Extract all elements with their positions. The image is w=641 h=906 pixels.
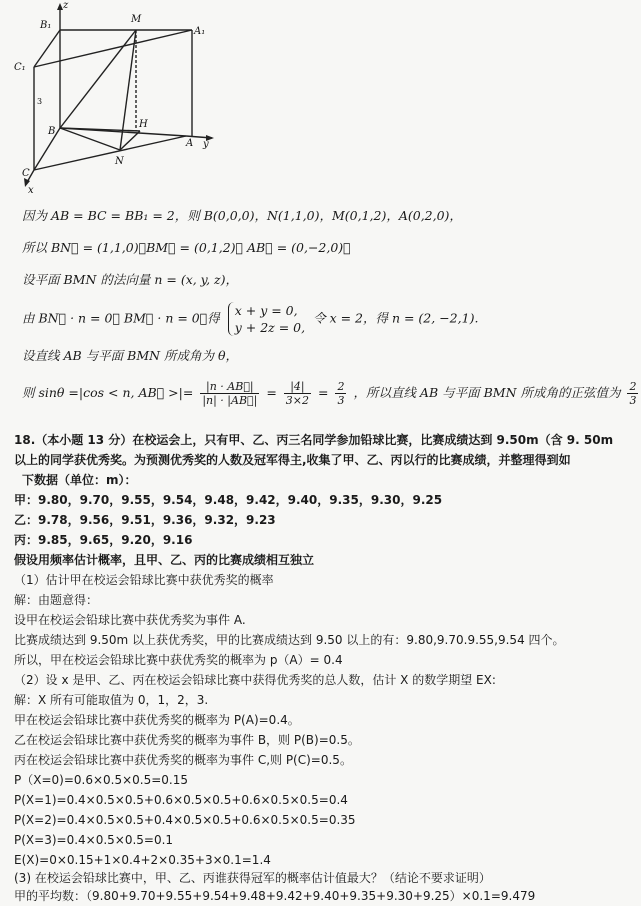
equals-sign: = <box>318 385 329 400</box>
expectation: E(X)=0×0.15+1×0.4+2×0.35+3×0.1=1.4 <box>14 853 271 867</box>
line-normal-vector: 设平面 BMN 的法向量 n = (x, y, z)， <box>22 272 238 287</box>
fraction-numerator: |n · AB⃗| <box>200 380 259 394</box>
px2: P(X=2)=0.4×0.5×0.5+0.4×0.5×0.5+0.6×0.5×0.5=0.35 <box>14 813 356 827</box>
prism-figure <box>0 0 230 195</box>
problem-18-line2: 以上的同学获优秀奖。为预测优秀奖的人数及冠军得主,收集了甲、乙、丙以行的比赛成绩，并整理得到如 <box>14 453 571 467</box>
label-a: A <box>186 138 194 149</box>
problem-18-line3: 下数据（单位：m）： <box>22 473 137 487</box>
label-a1: A₁ <box>194 26 206 37</box>
fraction-denominator: 3 <box>629 394 637 407</box>
px1: P(X=1)=0.4×0.5×0.5+0.6×0.5×0.5+0.6×0.5×0.5=0.4 <box>14 793 348 807</box>
assumption: 假设用频率估计概率，且甲、乙、丙的比赛成绩相互独立 <box>14 553 315 567</box>
event-a: 设甲在校运会铅球比赛中获优秀奖为事件 A. <box>14 613 246 627</box>
probability-b: 乙在校运会铅球比赛中获优秀奖的概率为事件 B，则 P(B)=0.5。 <box>14 733 360 747</box>
probability-a: 所以，甲在校运会铅球比赛中获优秀奖的概率为 p（A）= 0.4 <box>14 653 343 667</box>
label-x: x <box>28 185 34 195</box>
label-c1: C₁ <box>14 62 26 73</box>
px3: P(X=3)=0.4×0.5×0.5=0.1 <box>14 833 174 847</box>
line-sine <box>22 380 641 407</box>
line-system <box>22 302 478 336</box>
fraction-denominator: 3 <box>337 394 345 407</box>
question-3: (3) 在校运会铅球比赛中，甲、乙、丙谁获得冠军的概率估计值最大？（结论不要求证明） <box>14 871 491 885</box>
label-y: y <box>203 139 209 150</box>
fraction-dot-over-norms <box>200 380 259 407</box>
px0: P（X=0)=0.6×0.5×0.5=0.15 <box>14 773 189 787</box>
sine-conclusion: ，所以直线 AB 与平面 BMN 所成角的正弦值为 <box>353 385 621 400</box>
data-bing: 丙：9.85，9.65，9.20，9.16 <box>14 533 193 547</box>
label-m: M <box>131 14 142 25</box>
label-n: N <box>115 156 124 167</box>
line-angle: 设直线 AB 与平面 BMN 所成角为 θ， <box>22 348 239 363</box>
fraction-denominator: 3×2 <box>285 394 310 407</box>
sine-lead: 则 sinθ =|cos < n, AB⃗ >|= <box>22 385 194 400</box>
edge-c-a <box>34 136 186 170</box>
probability-a-2: 甲在校运会铅球比赛中获优秀奖的概率为 P(A)=0.4。 <box>14 713 300 727</box>
question-2: （2）设 x 是甲、乙、丙在校运会铅球比赛中获得优秀奖的总人数，估计 X 的数学期望 EX: <box>14 673 496 687</box>
fraction-denominator: |n| · |AB⃗| <box>202 394 258 407</box>
equation-system <box>228 302 305 336</box>
edge-c1-a1 <box>34 30 192 67</box>
fraction-numerator: |4| <box>284 380 311 394</box>
label-z: z <box>63 0 69 11</box>
label-h: H <box>139 119 148 130</box>
system-result: 令 x = 2，得 n = (2, −2,1). <box>313 310 479 326</box>
equals-sign: = <box>266 385 277 400</box>
label-b: B <box>48 126 56 137</box>
fraction-four-over-six <box>284 380 311 407</box>
system-eq1: x + y = 0, <box>234 303 298 318</box>
line-coordinates: 因为 AB = BC = BB₁ = 2，则 B(0,0,0)，N(1,1,0)，M(0,1,2)，A(0,2,0)， <box>22 208 462 223</box>
label-b1: B₁ <box>40 20 52 31</box>
fraction-answer <box>627 380 638 407</box>
mean-jia: 甲的平均数：（9.80+9.70+9.55+9.54+9.48+9.42+9.40+9.35+9.30+9.25）×0.1=9.479 <box>14 889 536 903</box>
data-yi: 乙：9.78，9.56，9.51，9.36，9.32，9.23 <box>14 513 276 527</box>
data-jia: 甲：9.80，9.70，9.55，9.54，9.48，9.42，9.40，9.35，9.30，9.25 <box>14 493 443 507</box>
probability-c: 丙在校运会铅球比赛中获优秀奖的概率为事件 C,则 P(C)=0.5。 <box>14 753 352 767</box>
problem-18-line1: 18.（本小题 13 分）在校运会上，只有甲、乙、丙三名同学参加铅球比赛，比赛成绩达到 9.50m（含 9. 50m <box>14 433 614 447</box>
possible-values: 解：X 所有可能取值为 0，1，2，3. <box>14 693 209 707</box>
label-c: C <box>22 168 30 179</box>
fraction-numerator: 2 <box>337 380 345 393</box>
count-line: 比赛成绩达到 9.50m 以上获优秀奖，甲的比赛成绩达到 9.50 以上的有：9.80,9.70.9.55,9.54 四个。 <box>14 633 565 647</box>
system-lead: 由 BN⃗ · n = 0， BM⃗ · n = 0，得 <box>22 310 220 326</box>
system-eq2: y + 2z = 0, <box>234 320 306 335</box>
line-vectors: 所以 BN⃗ = (1,1,0)，BM⃗ = (0,1,2)， AB⃗ = (0,−2,0)， <box>22 240 351 255</box>
question-1: （1）估计甲在校运会铅球比赛中获优秀奖的概率 <box>14 573 274 587</box>
label-three: 3 <box>37 97 43 106</box>
fraction-numerator: 2 <box>629 380 637 393</box>
solution-1-intro: 解：由题意得： <box>14 593 99 607</box>
fraction-two-thirds <box>335 380 346 407</box>
edge-b-c <box>34 128 60 170</box>
